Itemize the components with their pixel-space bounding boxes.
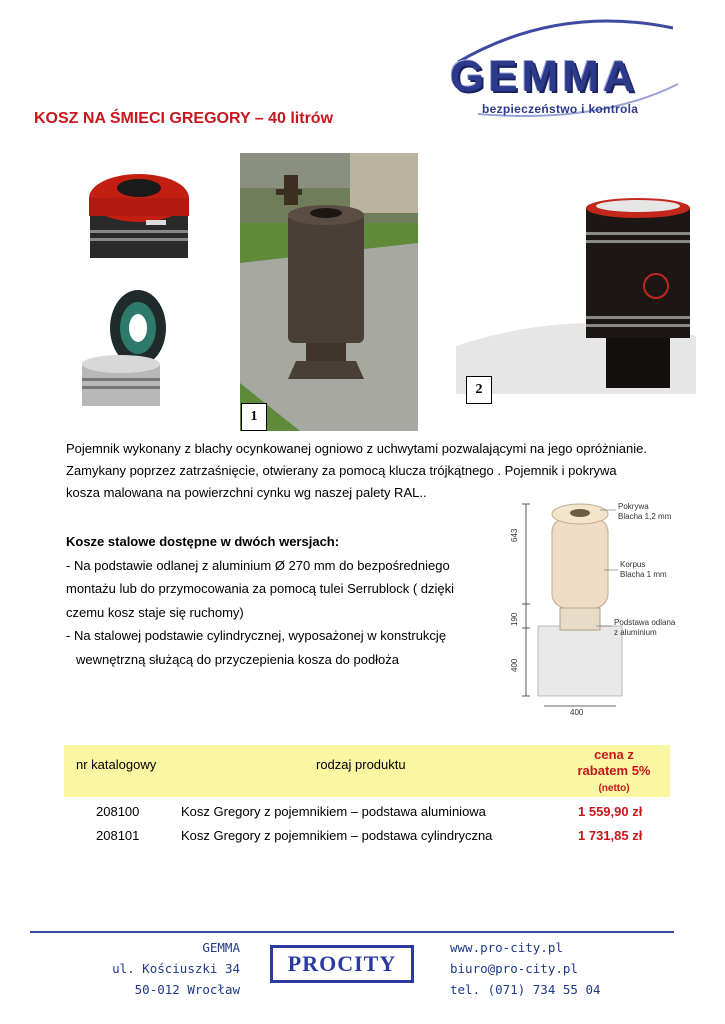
footer-contact bbox=[450, 937, 601, 1000]
header-product: rodzaj produktu bbox=[316, 757, 406, 772]
dim-height-3: 400 bbox=[510, 658, 519, 672]
dim-height-1: 643 bbox=[510, 528, 519, 542]
table-row-product: Kosz Gregory z pojemnikiem – podstawa cylindryczna bbox=[181, 828, 493, 843]
footer-web-link[interactable]: www.pro-city.pl bbox=[450, 940, 563, 955]
footer-phone: tel. (071) 734 55 04 bbox=[450, 982, 601, 997]
table-row-catalog: 208100 bbox=[96, 804, 140, 819]
versions-heading: Kosze stalowe dostępne w dwóch wersjach: bbox=[66, 534, 340, 549]
base-label-line: z aluminium bbox=[614, 628, 657, 637]
lid-label-line: Pokrywa bbox=[618, 502, 649, 511]
description-line: kosza malowana na powierzchni cynku wg naszej palety RAL.. bbox=[66, 485, 427, 500]
header-price bbox=[558, 747, 670, 797]
version-line: montażu lub do przymocowania za pomocą tulei Serrublock ( dzięki bbox=[66, 581, 455, 596]
logo-wordmark: GEMMA bbox=[450, 52, 639, 101]
description bbox=[66, 438, 676, 504]
footer-city: 50-012 Wrocław bbox=[134, 982, 240, 997]
table-row-price: 1 559,90 zł bbox=[578, 804, 643, 819]
version-line: - Na stalowej podstawie cylindrycznej, wyposażonej w konstrukcję bbox=[66, 628, 447, 643]
table-row-price: 1 731,85 zł bbox=[578, 828, 643, 843]
page-title: KOSZ NA ŚMIECI GREGORY – 40 litrów bbox=[34, 110, 334, 127]
body-label bbox=[620, 560, 667, 580]
description-line: Zamykany poprzez zatrzaśnięcie, otwierany za pomocą klucza trójkątnego . Pojemnik i pokrywa bbox=[66, 463, 617, 478]
footer-email-link[interactable]: biuro@pro-city.pl bbox=[450, 961, 578, 976]
description-line: Pojemnik wykonany z blachy ocynkowanej ogniowo z uchwytami pozwalającymi na jego opróżnianie. bbox=[66, 441, 647, 456]
base-label bbox=[614, 618, 675, 638]
body-label-line: Blacha 1 mm bbox=[620, 570, 667, 579]
table-row-catalog: 208101 bbox=[96, 828, 140, 843]
bin-drawing bbox=[504, 496, 684, 718]
header-price-net: (netto) bbox=[598, 783, 630, 794]
base-label-line: Podstawa odlana bbox=[614, 618, 676, 627]
logo-tagline: bezpieczeństwo i kontrola bbox=[482, 102, 639, 116]
version-line: - Na podstawie odlanej z aluminium Ø 270 mm do bezpośredniego bbox=[66, 557, 450, 573]
lid-photo bbox=[84, 158, 194, 258]
footer-street: ul. Kościuszki 34 bbox=[112, 961, 240, 976]
header-price-line: cena z bbox=[594, 747, 634, 762]
lid-label bbox=[618, 502, 671, 522]
technical-drawing bbox=[504, 496, 684, 718]
dim-width: 400 bbox=[570, 708, 584, 717]
photo-label-2: 2 bbox=[466, 376, 492, 404]
header-catalog: nr katalogowy bbox=[76, 757, 157, 772]
header-price-line: rabatem 5% bbox=[577, 763, 651, 778]
open-bin-photo bbox=[80, 284, 172, 406]
dim-height-2: 190 bbox=[510, 612, 519, 626]
studio-photo bbox=[456, 196, 696, 394]
park-photo bbox=[240, 153, 418, 431]
footer-company: GEMMA bbox=[202, 940, 240, 955]
footer-address bbox=[100, 937, 240, 1000]
procity-logo: PROCITY bbox=[270, 945, 414, 983]
lid-label-line: Blacha 1,2 mm bbox=[618, 512, 672, 521]
footer-divider bbox=[30, 931, 674, 933]
body-label-line: Korpus bbox=[620, 560, 646, 569]
photo-label-1: 1 bbox=[241, 403, 267, 431]
version-line: czemu kosz staje się ruchomy) bbox=[66, 604, 244, 620]
table-row-product: Kosz Gregory z pojemnikiem – podstawa aluminiowa bbox=[181, 804, 486, 819]
versions-section bbox=[66, 530, 486, 671]
gemma-logo bbox=[438, 14, 688, 124]
version-line: wewnętrzną służącą do przyczepienia kosza do podłoża bbox=[76, 651, 400, 667]
